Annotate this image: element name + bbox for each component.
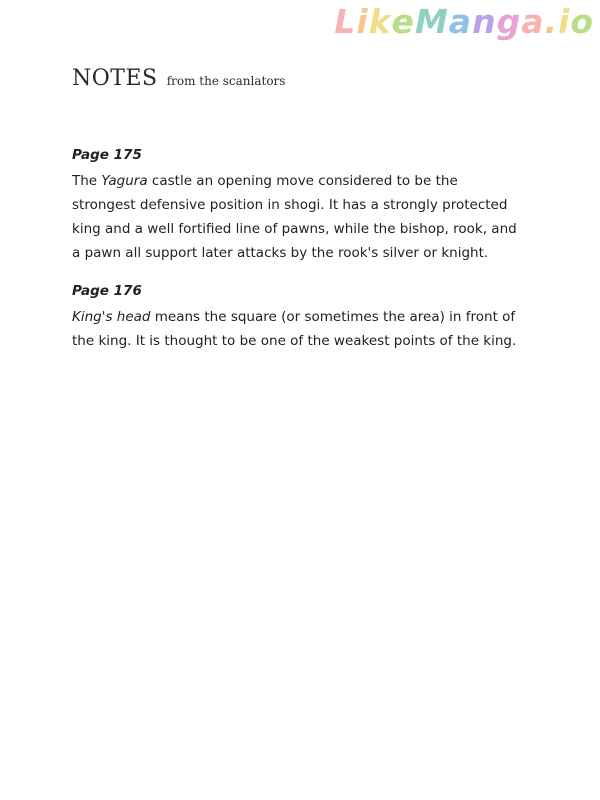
note-page-label: Page 176 (72, 283, 142, 299)
page-subtitle: from the scanlators (166, 74, 286, 88)
watermark-letter: e (391, 2, 415, 41)
note-text-after: means the square (or sometimes the area) in front of the king. It is thought to be one of the weakest points of the king. (72, 309, 517, 349)
watermark-letter: k (368, 2, 392, 41)
note-emphasis-term: King's head (72, 309, 151, 325)
watermark-letter: a (448, 2, 473, 41)
watermark-letter: L (334, 2, 357, 41)
watermark-letter: o (570, 2, 594, 41)
note-text-before: The (72, 173, 102, 189)
note-page-label: Page 175 (72, 147, 142, 163)
watermark-letter: n (472, 2, 497, 41)
note-body (72, 169, 522, 265)
watermark-letter: . (544, 2, 559, 41)
watermark-letter: i (558, 2, 571, 41)
note-body (72, 305, 522, 353)
watermark-letter: M (414, 2, 449, 41)
note-item (72, 281, 522, 353)
site-watermark-logo (334, 2, 594, 42)
page-title: NOTES (72, 66, 158, 91)
watermark-letter: i (356, 2, 369, 41)
note-emphasis-term: Yagura (101, 173, 148, 189)
note-item (72, 145, 522, 265)
watermark-letter: a (521, 2, 545, 41)
watermark-letter: g (496, 2, 522, 41)
notes-heading (72, 66, 285, 91)
notes-list (72, 145, 522, 369)
note-text-after: castle an opening move considered to be the strongest defensive position in shogi. It has a strongly protected king and a well fortified line of pawns, while the bishop, rook, and a pawn all support later attacks by the rook's silver or knight. (72, 173, 517, 261)
